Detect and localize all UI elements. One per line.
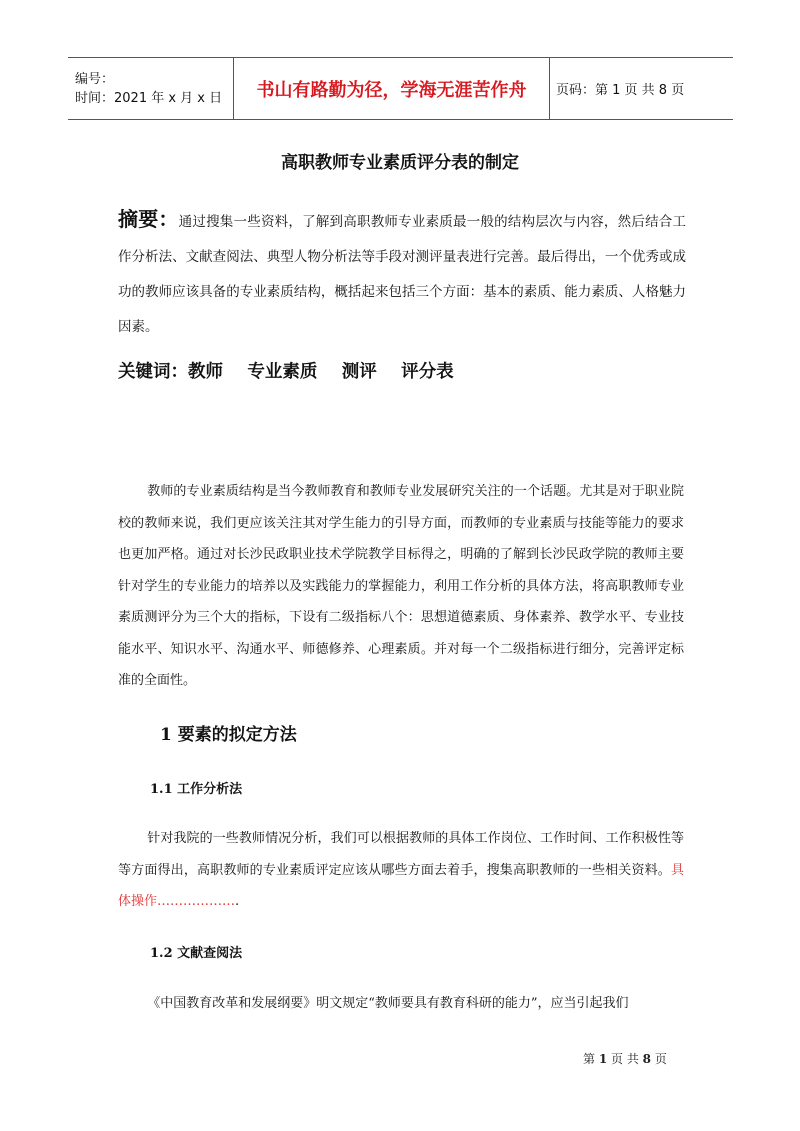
header-page-cell xyxy=(550,58,733,119)
page-footer xyxy=(583,1050,667,1067)
section-heading-1-2: 1.2 文献查阅法 xyxy=(150,946,243,961)
abstract-text: 通过搜集一些资料，了解到高职教师专业素质最一般的结构层次与内容，然后结合工作分析法、文献查阅法、典型人物分析法等手段对测评量表进行完善。最后得出，一个优秀或成功的教师应该具备的专业素质结构，概括起来包括三个方面：基本的素质、能力素质、人格魅力因素。 xyxy=(118,214,687,335)
header-motto-cell xyxy=(234,58,550,119)
footer-prefix: 第 xyxy=(583,1052,599,1066)
footer-page-number: 1 xyxy=(598,1052,608,1066)
page-info: 页码：第 1 页 共 8 页 xyxy=(556,83,685,98)
footer-suffix: 页 xyxy=(651,1052,667,1066)
doc-number-label: 编号： xyxy=(75,71,115,87)
intro-paragraph: 教师的专业素质结构是当今教师教育和教师专业发展研究关注的一个话题。尤其是对于职业院校的教师来说，我们更应该关注其对学生能力的引导方面，而教师的专业素质与技能等能力的要求也更加严格。通过对长沙民政职业技术学院教学目标得之，明确的了解到长沙民政学院的教师主要针对学生的专业能力的培养以及实践能力的掌握能力，利用工作分析的具体方法，将高职教师专业素质测评分为三个大的指标，下设有二级指标八个：思想道德素质、身体素养、教学水平、专业技能水平、知识水平、沟通水平、师德修养、心理素质。并对每一个二级指标进行细分，完善评定标准的全面性。 xyxy=(118,484,684,688)
motto-text: 书山有路勤为径，学海无涯苦作舟 xyxy=(256,79,527,101)
section-heading-1: 1 要素的拟定方法 xyxy=(160,725,297,745)
job-analysis-paragraph xyxy=(118,823,684,918)
highlight-text: 具体操作……………… xyxy=(118,862,684,909)
header-info-cell xyxy=(68,58,234,119)
footer-total-pages: 8 xyxy=(642,1052,651,1066)
job-analysis-text: 针对我院的一些教师情况分析，我们可以根据教师的具体工作岗位、工作时间、工作积极性等等方面得出，高职教师的专业素质评定应该从哪些方面去着手，搜集高职教师的一些相关资料。 xyxy=(118,831,684,878)
footer-middle: 页 共 xyxy=(607,1052,643,1066)
section-heading-1-1: 1.1 工作分析法 xyxy=(150,782,243,797)
document-title: 高职教师专业素质评分表的制定 xyxy=(281,153,519,173)
keywords: 关键词：教师 专业素质 测评 评分表 xyxy=(118,362,454,382)
abstract xyxy=(118,202,686,345)
header-table xyxy=(68,57,733,120)
literature-paragraph: 《中国教育改革和发展纲要》明文规定“教师要具有教育科研的能力”，应当引起我们 xyxy=(147,996,629,1011)
abstract-label: 摘要： xyxy=(118,207,179,231)
paragraph-end: . xyxy=(235,894,240,909)
date-label: 时间：2021 年 x 月 x 日 xyxy=(75,90,223,106)
